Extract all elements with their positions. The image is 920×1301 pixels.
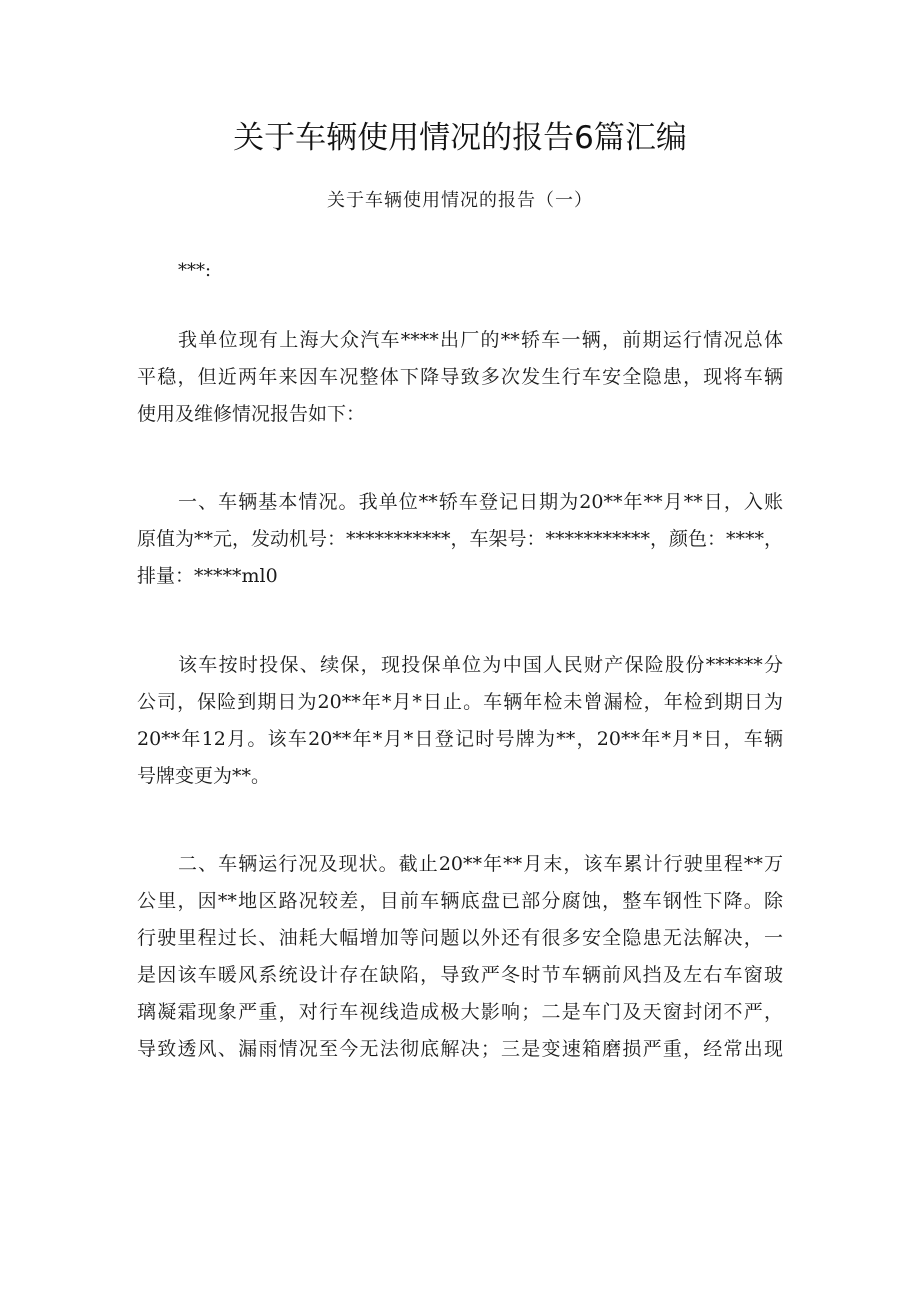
paragraph-basic-info [137, 484, 783, 595]
salutation: ***: [178, 260, 212, 281]
paragraph-line: 我单位现有上海大众汽车****出厂的**轿车一辆，前期运行情况总体 [178, 329, 783, 351]
paragraph-line: 使用及维修情况报告如下： [137, 403, 366, 425]
paragraph-line: 公司，保险到期日为20**年*月*日止。车辆年检未曾漏检，年检到期日为 [137, 691, 783, 713]
paragraph-line: 是因该车暖风系统设计存在缺陷，导致严冬时节车辆前风挡及左右车窗玻 [137, 964, 783, 986]
paragraph-line: 行驶里程过长、油耗大幅增加等问题以外还有很多安全隐患无法解决，一 [137, 927, 783, 949]
paragraph-line: 平稳，但近两年来因车况整体下降导致多次发生行车安全隐患，现将车辆 [137, 366, 783, 388]
paragraph-line: 该车按时投保、续保，现投保单位为中国人民财产保险股份******分 [178, 654, 783, 676]
paragraph-line: 号牌变更为**。 [137, 765, 271, 787]
document-title: 关于车辆使用情况的报告6篇汇编 [233, 120, 687, 156]
paragraph-operation-status [137, 846, 783, 1068]
paragraph-line: 公里，因**地区路况较差，目前车辆底盘已部分腐蚀，整车钢性下降。除 [137, 890, 783, 912]
paragraph-line: 璃凝霜现象严重，对行车视线造成极大影响；二是车门及天窗封闭不严， [137, 1001, 783, 1023]
paragraph-line: 原值为**元，发动机号：***********，车架号：***********，颜色：****， [137, 528, 784, 550]
paragraph-line: 20**年12月。该车20**年*月*日登记时号牌为**，20**年*月*日，车辆 [137, 728, 783, 750]
paragraph-line: 一、车辆基本情况。我单位**轿车登记日期为20**年**月**日，入账 [178, 491, 783, 513]
paragraph-intro [137, 322, 783, 433]
paragraph-line: 导致透风、漏雨情况至今无法彻底解决；三是变速箱磨损严重，经常出现 [137, 1038, 783, 1060]
report-subtitle: 关于车辆使用情况的报告（一） [327, 190, 593, 211]
paragraph-line: 二、车辆运行况及现状。截止20**年**月末，该车累计行驶里程**万 [178, 853, 783, 875]
paragraph-line: 排量：*****ml0 [137, 565, 278, 587]
paragraph-insurance [137, 647, 783, 795]
